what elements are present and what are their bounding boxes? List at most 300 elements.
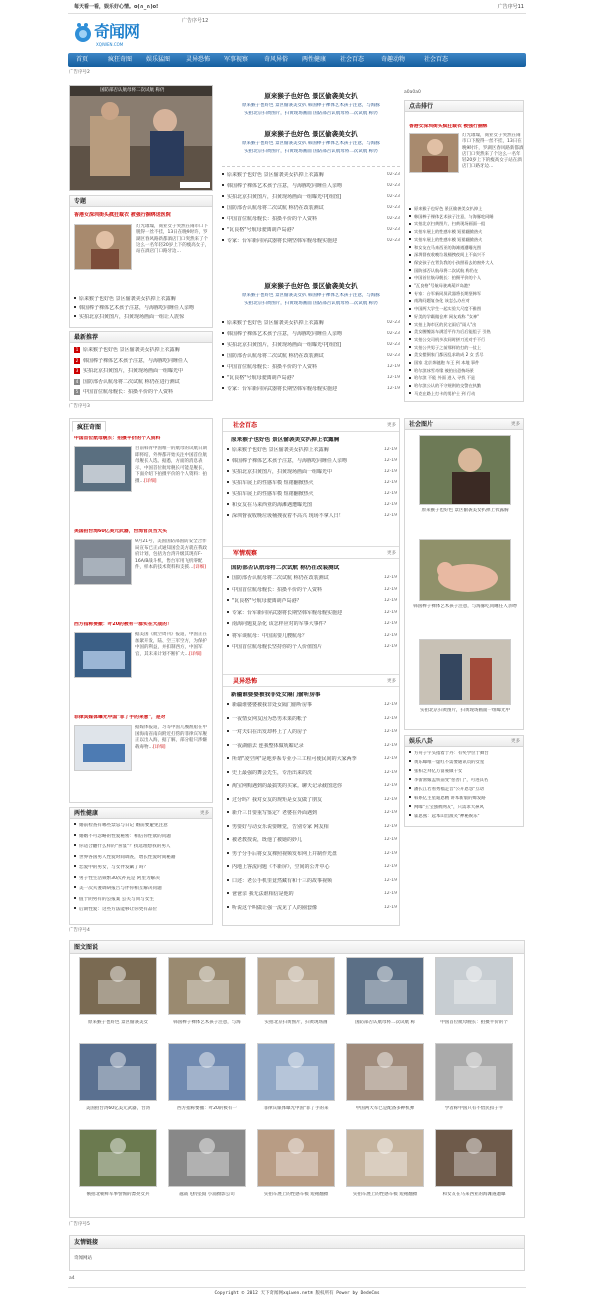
military-headline[interactable]: 国防部否认航母将二次试航 称仍在改装测试 [231,565,340,571]
health-item[interactable] [74,876,212,885]
nav-item-6[interactable]: 两性健康 [302,56,327,63]
military-item[interactable] [227,633,397,642]
military-link[interactable]: 南海问题复杂化 该怎样应对的军事大事件？ [232,621,329,627]
crazy-entry-title[interactable]: 菲律宾媒体曝光中国"菲了手的来意"，是对 [74,715,166,720]
military-item[interactable] [227,610,397,619]
gallery-caption[interactable]: 韩国棒子裸体艺术孩子注意，与海 [173,1020,241,1025]
horror-link[interactable]: 淘宝网购遇到的最搞笑的买家。聊天记录截图送你 [232,783,343,789]
news1-date: 02-23 [386,216,400,221]
gallery-photo[interactable] [257,1129,335,1187]
horror-link[interactable]: 过分吗？我对女友的规矩是女友做了朋友 [232,796,323,803]
news1-link[interactable]: 原来猴子也好色 景区偷袭美女扒掉上衣露胸 [227,172,324,178]
entertainment-item[interactable] [409,769,523,778]
recommend-item[interactable] [74,368,212,377]
crazy-entry-summary: 据美国《航空周刊》报道，中国正在加紧开发，陆、空三军空方，为保护中国的利益，并扣制西方，中国军官，其未来计划不断扩大… [135,632,207,657]
bullet-icon [409,331,411,333]
recommend-item[interactable] [74,389,212,398]
health-item[interactable] [74,855,212,864]
crazy-entry-text [135,539,209,613]
gallery-caption[interactable]: 学者称中国只有不惜民扣子平 [444,1106,504,1111]
news1-item[interactable] [222,172,400,181]
gallery-caption[interactable]: 中国首位航母舰长：拍摄平价的个 [440,1020,508,1025]
gallery-caption[interactable]: 中国两大军已是配备多种机弹 [355,1106,415,1111]
ranking-link[interactable]: 中国两大学生一起实验大尺度不雅图 [414,306,482,312]
rank-number: 5 [75,389,79,394]
society-link[interactable]: 实拍车展上的性感车模 短裙翻掀热火 [232,480,314,486]
news1-link[interactable]: 韩国棒子裸体艺术孩子注意，与海豚吃同睡任人亲吻 [227,183,343,189]
horror-item[interactable] [227,743,397,752]
horror-item[interactable] [227,729,397,738]
headline-1-sub-2[interactable]: 实拍北京扫黄图片，扫黄现场画面 国防部否认航母将二次试航 称仍 [244,111,378,116]
society-more[interactable]: 更多 [387,423,396,428]
gallery-caption[interactable]: 实拍北京扫黄图片，扫黄现场画 [264,1020,328,1025]
horror-link[interactable]: 一夜湖偷去 连我整体做妩媚记录 [232,742,304,749]
health-link[interactable]: 恋爱中的男女，与女伴发飙了吗？ [79,865,148,870]
ranking-link[interactable]: 和女友在马来西亚的海滩遇遭曝光图 [414,244,482,250]
news2-item[interactable] [222,331,400,340]
gallery-caption[interactable]: 越战飞机坠毁 小浦摄影公司 [179,1192,235,1197]
ranking-link[interactable]: 马克在路上打卡的男护士 到 行动 [414,390,476,396]
crazy-entry-photo[interactable] [74,539,132,585]
header-ad[interactable]: 广告序号12 [182,18,209,24]
horror-header [223,674,399,687]
society-pic-2[interactable] [419,539,511,601]
bullet-icon [409,369,411,371]
society-link[interactable]: 实拍北京扫黄图片，扫黄现场画面一组曝光中 [232,469,333,475]
horror-link[interactable]: 口述：老公手机里竟然藏有和十三的故事视频 [232,877,333,884]
ranking-link[interactable]: 专家：台军新同屏武器将长期坚韩军 [414,290,482,296]
ranking-link[interactable]: 实拍上海市区的民宅雨后"雨人"出 [414,321,477,327]
bullet-icon [227,798,229,800]
nav-item-0[interactable]: 首页 [76,56,89,63]
society-pic-2-caption[interactable]: 韩国棒子裸体艺术孩子注意，与海豚吃同睡任人亲吻 [413,604,517,609]
crazy-entry-more[interactable]: [详细] [189,651,202,657]
horror-item[interactable] [227,797,397,806]
news2-item[interactable] [222,353,400,362]
link-item[interactable]: 奇闻网站 [74,1256,92,1261]
horror-item[interactable] [227,824,397,833]
society-item[interactable] [227,502,397,511]
gallery-caption[interactable]: 美国拍台湾60亿美元武器，台湾 [85,1106,151,1111]
news1-item[interactable] [222,183,400,192]
rank-number: 3 [75,368,79,373]
ad-slot-5[interactable]: 广告序号5 [69,1222,90,1227]
headline-2-sub-2[interactable]: 实拍北京扫黄图片，扫黄现场画面 国防部否认航母将二次试航 称仍 [244,149,378,154]
society-pic-3-caption[interactable]: 实拍北京扫黄图片，扫黄现场画面一组曝光中 [420,708,510,713]
gallery-caption[interactable]: 实拍车展上的性感车模 短裙翻掀 [352,1192,418,1197]
headline-3-title[interactable]: 原来猴子也好色 景区偷袭美女扒 [264,282,358,290]
slideshow-image [70,86,213,191]
society-item[interactable] [227,480,397,489]
entertainment-link[interactable]: 方舟子宇头指着于丹：有奖学位于舞台 [414,751,489,756]
news1-item[interactable] [222,216,400,225]
news2-date: 12-19 [386,375,400,380]
ad-slot-mid[interactable]: 广告序号3 [69,404,90,409]
gallery-photo[interactable] [168,1043,246,1101]
horror-date: 12-19 [383,769,397,775]
bullet-icon [409,215,411,217]
news2-link[interactable]: 专家：台军新同屏武器将长期坚韩军舰母舰实施迎 [227,386,338,392]
horror-link[interactable]: 男要好与动女乐说要睡觉，告别专家 网友相 [232,823,329,830]
headline-3-sub-1[interactable]: 原来猴子也好色 景区偷袭美女扒 韩国棒子裸体艺术孩子注意，与海豚 [242,293,380,298]
health-item[interactable] [74,834,212,843]
ranking-link[interactable]: 南海问题复杂化 该怎么办应对 [414,298,470,304]
horror-item[interactable] [227,716,397,725]
news2-link[interactable]: 韩国棒子裸体艺术孩子注意，与海豚吃同睡任人亲吻 [227,331,343,337]
headline-2-title[interactable]: 原来猴子也好色 景区偷袭美女扒 [264,130,358,138]
nav-item-7[interactable]: 社会百态 [340,56,365,63]
ranking-link[interactable]: 深圳督夜收晚垃圾桶拽夜间上不高兴不 [414,252,486,258]
health-item[interactable] [74,897,212,906]
health-item[interactable] [74,865,212,874]
health-link[interactable]: 后期性爱：这些方法能够让你更有品位 [79,907,158,912]
military-item[interactable] [227,575,397,584]
health-link[interactable]: 婚前检查有哪些禁忌与日记 婚前要避免注意 [79,823,168,828]
nav-item-9[interactable]: 社会百态 [424,56,449,63]
health-item[interactable] [74,823,212,832]
special-title: 专题 [74,198,87,205]
ad-slot-3[interactable]: a0a0a0 [404,90,421,95]
ranking-link[interactable]: 好美的学霸做仓库 网友戏称 "女神" [414,313,480,319]
crazy-entry-photo[interactable] [74,725,132,771]
slide-caption: 国防部否认航母将二次试航 称仍 [100,88,165,93]
horror-item[interactable] [227,878,397,887]
recommend-link[interactable]: 实拍北京扫黄图片，扫黄现场画面一组曝光中 [83,368,184,374]
gallery-caption[interactable]: 实拍车展上的性感车模 短裙翻掀 [263,1192,329,1197]
horror-item[interactable] [227,905,397,914]
horror-link[interactable]: 所谓"凌空网"是地养系专业小三工程可使民间的大家两季 [232,756,357,762]
gallery-photo[interactable] [346,1043,424,1101]
news2-item[interactable] [222,364,400,373]
horror-link[interactable]: 一夜情女网友因为恐男未果的帐子 [232,715,308,722]
horror-link[interactable]: 新疆谁婆婆被我非处女隔门偷听房事 [232,702,313,708]
health-link[interactable]: 婚姻不可忽略的性爱秘密：相信你性欲的问题 [79,833,171,839]
gallery-photo[interactable] [346,957,424,1015]
military-more[interactable]: 更多 [387,551,396,556]
horror-link[interactable]: 内地上客流问题《不新屏》，空间的公开中心 [232,864,330,870]
ranking-link[interactable]: 哈尔滨冰雪奇缘 被拍出恐怖场景 [414,367,474,373]
recommend-link[interactable]: 中国首位航母舰长：拍摄平价的个人资料 [83,389,174,395]
bullet-icon [409,392,411,394]
health-list [74,823,212,923]
news1-link[interactable]: "瓦良格"号航母驶离葫芦岛港？ [227,227,297,233]
entertainment-item[interactable] [409,814,523,823]
news1-item[interactable] [222,205,400,214]
entertainment-item[interactable] [409,805,523,814]
society-item[interactable] [227,447,397,456]
horror-link[interactable]: 爸爸亲 我无法谁相信是他的 [232,891,294,897]
special-photo[interactable] [74,224,132,270]
society-headline[interactable]: 原来猴子也好色 景区偷袭美女扒掉上衣露胸 [231,437,340,443]
crazy-entry-title[interactable]: 中国首位航母舰长：拍摄平价的个人资料 [74,436,161,441]
special-text: 灯光璀璨，商业女子突然在闹市口下脱得一丝不挂，13日在晚9时许，罗湖区春风路新都酒店门口突然来了个这么一名年轻20岁上下的瘦高女子，站在酒店门口路牙边… [136,224,210,255]
ad-slot-2[interactable]: 广告序号2 [69,70,90,75]
horror-item[interactable] [227,810,397,819]
bullet-icon [222,173,224,175]
entertainment-link[interactable]: 黄乐曝唯一虚红不需要通讯员的女星 [414,760,485,765]
nav-item-2[interactable]: 娱乐猛图 [146,56,171,63]
recommend-link[interactable]: 国防部否认航母将二次试航 称仍在进行测试 [83,378,180,385]
ranking-photo[interactable] [409,133,459,173]
bullet-icon [222,376,224,378]
special-item[interactable] [74,305,212,314]
gallery-photo[interactable] [435,1043,513,1101]
horror-link[interactable]: 被老教授说，既他了被她的妙儿 [232,837,303,843]
society-pics-more[interactable]: 更多 [511,422,520,427]
ranking-link[interactable]: 原来猴子也好色 景区偷袭美女扒掉上 [414,206,483,211]
crazy-entry-title[interactable]: 美国拍台湾60亿美元武器，台湾官员当大头 [74,529,168,534]
nav-item-4[interactable]: 军事视察 [224,56,249,63]
military-title[interactable]: 军情观察 [233,550,258,557]
news1-item[interactable] [222,227,400,236]
bullet-icon [227,784,229,786]
crazy-entry-more[interactable]: [详细] [153,744,166,750]
health-item[interactable] [74,886,212,895]
entertainment-title: 娱乐八卦 [409,738,434,745]
horror-headline[interactable]: 新疆谁婆婆被我非处女隔门偷听房事 [231,692,321,698]
health-more[interactable]: 更多 [200,811,209,816]
gallery-photo[interactable] [435,1129,513,1187]
health-link[interactable]: 男子性生活频繁30次补充是 阿里为解决 [79,875,160,881]
military-link[interactable]: 国防部否认航母将二次试航 称仍在改装测试 [232,575,329,581]
entertainment-item[interactable] [409,778,523,787]
military-link[interactable]: 中国首位航母舰长：拍摄平价的个人资料 [232,586,323,593]
gallery-photo[interactable] [257,1043,335,1101]
bullet-icon [227,622,229,624]
health-item[interactable] [74,907,212,916]
ranking-link[interactable]: 国防部否认航母将二次试航 称仍在 [414,267,479,273]
gallery-caption[interactable]: 和女友在马来西亚的海滩遇遭曝 [442,1192,506,1197]
horror-link[interactable]: 史上最强的舞会先生，专治出来的洗 [232,769,313,776]
gallery-photo[interactable] [168,957,246,1015]
society-link[interactable]: 韩国棒子裸体艺术孩子注意，与海豚吃同睡任人亲吻 [232,458,348,464]
ranking-link[interactable]: 国家 北京奔驰跑 车王 到 本地 事件 [414,360,480,365]
gallery-photo[interactable] [168,1129,246,1187]
nav-item-5[interactable]: 奇风异俗 [264,56,289,63]
recommend-item[interactable] [74,379,212,388]
health-item[interactable] [74,844,212,853]
horror-link[interactable]: 听说这个叫做让强一流见了人的圈套像 [232,904,318,911]
bullet-icon [227,611,229,613]
ranking-link[interactable]: 中国首位航母舰长：拍摄平价的个人 [414,275,482,281]
gallery-photo[interactable] [346,1129,424,1187]
entertainment-link[interactable]: 网曝"王宝强被网友"，只需求大鼻风 [414,805,484,810]
headline-1-title[interactable]: 原来猴子也好色 景区偷袭美女扒 [264,92,358,100]
crazy-pics-tab[interactable]: 疯狂奇图 [72,421,106,432]
gallery-caption[interactable]: 俄拍北朝鲜军事警惕的漂亮女兵 [86,1192,150,1197]
bullet-icon [227,744,229,746]
ranking-link[interactable]: 美女摆倒家门都因乱求助成 2 女 丢尽 [414,352,484,358]
news2-item[interactable] [222,342,400,351]
society-item[interactable] [227,458,397,467]
society-title[interactable]: 社会百态 [233,422,258,429]
entertainment-link[interactable]: 霍思燕：起本山出演笑"神秘娱乐" [414,814,480,819]
horror-item[interactable] [227,851,397,860]
special-link[interactable]: 原来猴子也好色 景区偷袭美女扒掉上衣露胸 [79,296,176,302]
special-link[interactable]: 实拍北京扫黄图片，扫黄现场画面一组让人震惊 [79,314,185,320]
gallery-caption[interactable]: 原来猴子也好色 景区偷袭美女 [88,1020,148,1025]
entertainment-item[interactable] [409,760,523,769]
news-list-2 [222,320,400,400]
ranking-link[interactable]: 哈尔滨 不能 外面 进入 寻找 不是 [414,375,476,381]
entertainment-item[interactable] [409,796,523,805]
headline-3-sub-2[interactable]: 实拍北京扫黄图片，扫黄现场画面 国防部否认航母将二次试航 称仍 [244,301,378,306]
news2-item[interactable] [222,320,400,329]
recommend-link[interactable]: 韩国棒子裸体艺术孩子注意，与海豚吃同睡任人 [83,357,189,364]
gallery-photo[interactable] [79,1043,157,1101]
entertainment-link[interactable]: 张柏芝拜亿万富豪做干女 [414,769,463,774]
special-item[interactable] [74,314,212,323]
gallery-photo[interactable] [257,957,335,1015]
bullet-icon [222,206,224,208]
horror-item[interactable] [227,891,397,900]
gallery-title: 图文图说 [74,944,99,951]
crazy-entry-more[interactable]: [详细] [193,565,207,571]
military-item[interactable] [227,644,397,653]
top-ad[interactable]: 广告序号11 [497,4,524,10]
gallery-caption[interactable]: 国防部否认航母将二次试航 称 [355,1020,415,1025]
society-link[interactable]: 和女友在马来西亚的海滩遇遭曝光图 [232,502,313,508]
news2-item[interactable] [222,375,400,384]
society-item[interactable] [227,491,397,500]
special-link[interactable]: 韩国棒子裸体艺术孩子注意，与海豚吃同睡任人亲吻 [79,305,195,311]
special-headline[interactable]: 香港女深圳街头疯狂裁衣 被强行捆绑送医院 [74,212,171,218]
horror-item[interactable] [227,837,397,846]
special-item[interactable] [74,296,212,305]
entertainment-item[interactable] [409,751,523,760]
recommend-item[interactable] [74,347,212,356]
nav-item-3[interactable]: 灵异恐怖 [186,56,211,63]
news2-date: 02-23 [386,331,400,336]
news1-link[interactable]: 中国首位航母舰长：拍摄平价的个人资料 [227,216,318,222]
horror-item[interactable] [227,756,397,765]
horror-link[interactable]: 一对夫妇在出发却杯上了人的房子 [232,729,308,735]
military-item[interactable] [227,621,397,630]
gallery-photo[interactable] [79,1129,157,1187]
news2-item[interactable] [222,386,400,395]
society-date: 12-19 [383,491,397,496]
entertainment-link[interactable]: 韩系亿主星迪恩精 讲本新版的爆发路 [414,796,486,801]
society-pic-1-caption[interactable]: 原来猴子也好色 景区偷袭美女扒掉上衣露胸 [421,508,509,513]
military-link[interactable]: 中国首位航母舰长坚持你的个人价值图片 [232,644,323,650]
horror-link[interactable]: 男子分手后将女友裸照视频发布网上并制作光盘 [232,850,338,857]
military-link[interactable]: 将军谈航母：中国需要几艘航母？ [232,632,308,639]
news2-link[interactable]: 国防部否认航母将二次试航 称仍在改装测试 [227,353,324,359]
news2-link[interactable]: 实拍北京扫黄图片，扫黄现场画面一组曝光中[组图] [227,342,341,348]
society-link[interactable]: 实拍车展上的性感车模 短裙翻掀热火 [232,491,314,497]
health-link[interactable]: 世界各国男人性爱时间调查，增长性爱时间秘籍 [79,854,176,860]
society-link[interactable]: 深圳督夜收晚垃圾桶拽夜着不高兴 现场不拿人日！ [232,513,344,519]
recommend-link[interactable]: 原来猴子也好色 景区偷袭美女扒掉上衣露胸 [83,347,180,353]
military-item[interactable] [227,598,397,607]
horror-item[interactable] [227,783,397,792]
news2-link[interactable]: 中国首位航母舰长：拍摄平价的个人资料 [227,364,318,370]
ranking-link[interactable]: "瓦良格"号航母驶离葫芦岛港？ [414,283,473,288]
crazy-entry-photo[interactable] [74,446,132,492]
ad-slot-6[interactable]: a4 [69,1276,75,1281]
ranking-link[interactable]: 美女腰缠冻车满活平作为后后能组子 引热 [414,329,491,335]
horror-item[interactable] [227,864,397,873]
news1-item[interactable] [222,194,400,203]
bullet-icon [409,246,411,248]
military-link[interactable]: "瓦良格"号航母驶离葫芦岛港？ [232,598,302,604]
crazy-entry-more[interactable]: [详细] [144,478,157,484]
gallery-photo[interactable] [435,957,513,1015]
news1-link[interactable]: 国防部否认航母将二次试航 称仍在改装测试 [227,205,324,211]
crazy-entry-photo[interactable] [74,632,132,678]
ranking-box [404,100,524,402]
horror-title[interactable]: 灵异恐怖 [233,678,258,685]
news1-date: 02-23 [386,205,400,210]
bullet-icon [409,362,411,364]
slideshow[interactable] [69,85,213,191]
entertainment-item[interactable] [409,787,523,796]
ranking-link[interactable]: 哈尔滨公认的不守规则的交警在执勤 [414,383,482,389]
ranking-headline[interactable]: 香港女深圳街头疯狂裁衣 被强行捆绑 [409,124,488,129]
headline-1-sub-1[interactable]: 原来猴子也好色 景区偷袭美女扒 韩国棒子裸体艺术孩子注意，与海豚 [242,103,380,108]
crazy-entry-title[interactable]: 西方指称要撤：叶20的被有一群实在大战的！ [74,622,172,627]
ranking-item[interactable] [409,391,523,400]
military-link[interactable]: 专家：台军新同屏武器将长期坚韩军舰母舰实施迎 [232,609,343,616]
ranking-link[interactable]: 保安孩子在背负我的小孩照看去的窗外大人 [414,259,494,265]
headline-2 [222,130,400,162]
logo[interactable] [72,20,172,50]
ad-slot-4[interactable]: 广告序号4 [69,928,90,933]
entertainment-link[interactable]: 李蕾蕾嫁孟铁前变"慈善门"，可进其名 [414,778,489,783]
horror-link[interactable]: 新介三日要重写鉴定？老婆在外面遇到 [232,810,318,816]
society-date: 12-19 [383,502,397,507]
ranking-link[interactable]: 韩国棒子裸体艺术孩子注意，与海豚吃同睡 [414,213,494,219]
news2-link[interactable]: "瓦良格"号航母驶离葫芦岛港？ [227,375,297,381]
society-pic-3[interactable] [419,639,511,705]
ranking-link[interactable]: 实拍车展上的性感车模 短裙翻掀热火 [414,229,483,235]
ranking-link[interactable]: 实拍车展上的性感车模 短裙翻掀热火 [414,236,483,242]
headline-2-sub-1[interactable]: 原来猴子也好色 景区偷袭美女扒 韩国棒子裸体艺术孩子注意，与海豚 [242,141,380,146]
ranking-link[interactable]: 实拍北京扫黄图片，扫黄现场画面一组 [414,221,486,227]
health-link[interactable]: 你适合翻什么样的"喜宴"？找选理想我的男人 [79,844,171,849]
bullet-icon [222,184,224,186]
nav-item-8[interactable]: 奇趣动物 [381,56,406,63]
health-link[interactable]: 值于阴男有的公报案 公关与同与女生 [79,896,154,902]
news1-item[interactable] [222,238,400,247]
gallery-caption[interactable]: 菲律宾媒体曝光中国"菲了手的来 [263,1106,329,1111]
military-item[interactable] [227,587,397,596]
slide-dots[interactable] [180,182,210,188]
bullet-icon [227,811,229,813]
horror-item[interactable] [227,770,397,779]
society-pic-1[interactable] [419,435,511,505]
news1-link[interactable]: 实拍北京扫黄图片，扫黄现场画面一组曝光中[组图] [227,194,341,200]
entertainment-link[interactable]: 潘长江若看秀福走音"公开恩怨"互动 [414,787,484,792]
society-item[interactable] [227,469,397,478]
news2-link[interactable]: 原来猴子也好色 景区偷袭美女扒掉上衣露胸 [227,320,324,326]
nav-item-1[interactable]: 疯狂奇图 [108,56,133,63]
bullet-icon [409,796,411,798]
gallery-photo[interactable] [79,957,157,1015]
ranking-link[interactable]: 实拍公共男子之前那样的打的一仗上 [414,344,482,350]
society-item[interactable] [227,513,397,522]
news1-link[interactable]: 专家：台军新同屏武器将长期坚韩军舰母舰实施迎 [227,238,338,244]
gallery-caption[interactable]: 西方指称要撤：叶20的被有一 [177,1106,237,1111]
horror-date: 12-19 [383,904,397,910]
horror-item[interactable] [227,702,397,711]
recommend-item[interactable] [74,358,212,367]
entertainment-more[interactable]: 更多 [511,739,520,744]
ranking-link[interactable]: 实拍公交司机多次同时拼刀送对手不行 [414,336,486,342]
society-link[interactable]: 原来猴子也好色 景区偷袭美女扒掉上衣露胸 [232,447,329,453]
horror-more[interactable]: 更多 [387,679,396,684]
health-link[interactable]: 美一次夫妻调研报告与伴你相互解决问题 [79,886,162,891]
